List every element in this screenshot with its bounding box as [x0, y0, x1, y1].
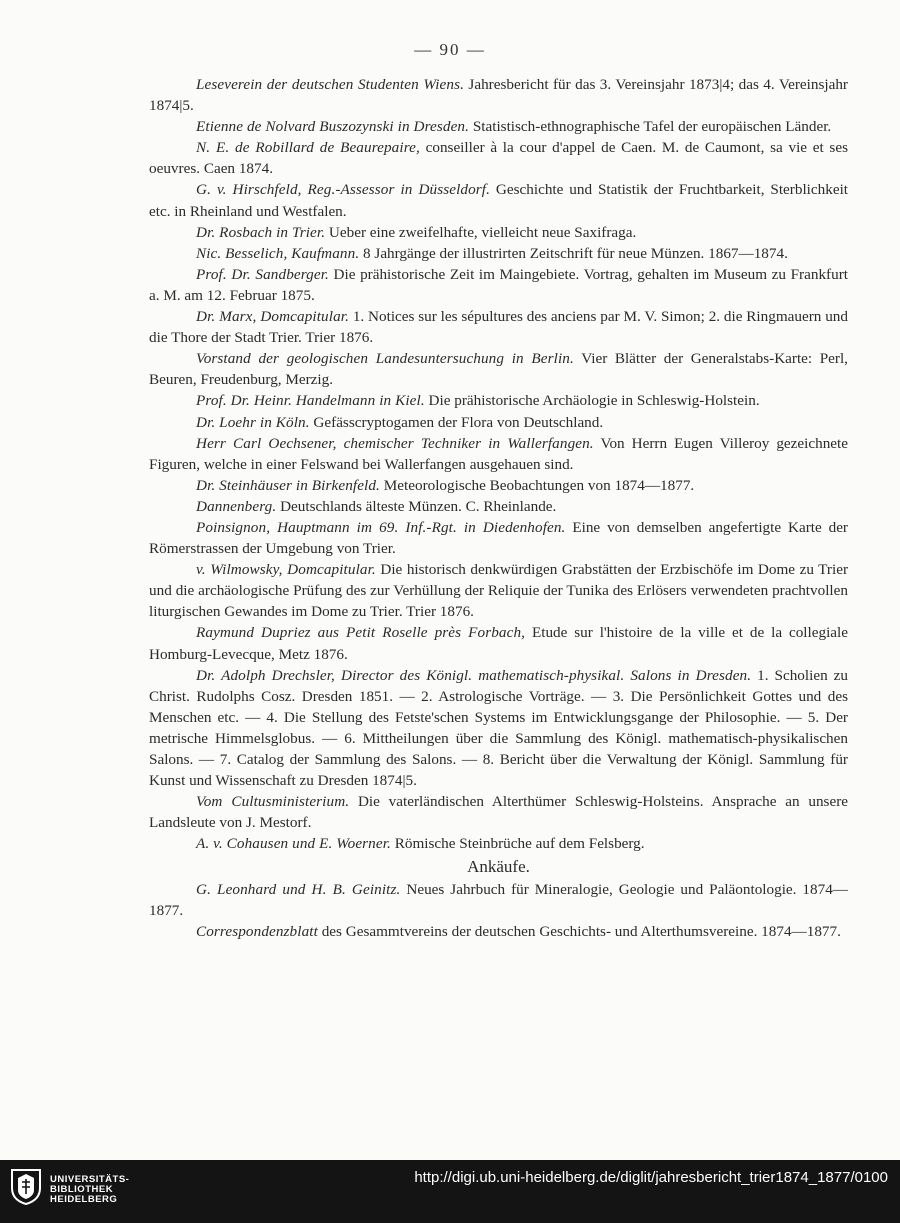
entry-text: Die historisch denkwürdigen Grabstätten der Erzbischöfe im Dome zu Trier und die archäologische Prüfung des zur Verhüllung der Reliquie der Tunika des Erlösers verwendeten prachtvollen liturgischen Gewandes im Dome zu Trier. Trier 1876.: [149, 561, 848, 621]
list-item: [149, 412, 848, 433]
list-item: [149, 116, 848, 137]
entry-author: Dannenberg.: [196, 497, 277, 515]
list-item: [149, 433, 848, 475]
entry-author: Prof. Dr. Heinr. Handelmann in Kiel.: [196, 392, 425, 410]
donations-list: [149, 74, 848, 854]
entry-author: Herr Carl Oechsener, chemischer Techniker in Wallerfangen.: [196, 434, 594, 452]
entry-author: Dr. Steinhäuser in Birkenfeld.: [196, 476, 380, 494]
list-item: [149, 791, 848, 833]
section-heading: Ankäufe.: [467, 857, 530, 877]
entry-author: Leseverein der deutschen Studenten Wiens.: [196, 76, 464, 93]
entry-author: N. E. de Robillard de Beaurepaire,: [196, 139, 420, 157]
entry-author: Vorstand der geologischen Landesuntersuchung in Berlin.: [196, 350, 574, 368]
list-item: [149, 622, 848, 664]
entry-text: Ueber eine zweifelhafte, vielleicht neue Saxifraga.: [325, 223, 637, 241]
entry-text: Deutschlands älteste Münzen. C. Rheinlande.: [276, 497, 557, 515]
entry-text: Von Herrn Eugen Villeroy gezeichnete Figuren, welche in einer Felswand bei Wallerfangen ausgehauen sind.: [149, 434, 848, 473]
entry-text: Römische Steinbrüche auf dem Felsberg.: [390, 835, 645, 853]
entry-author: Dr. Marx, Domcapitular.: [196, 308, 349, 326]
entry-author: Raymund Dupriez aus Petit Roselle près Forbach,: [196, 624, 526, 642]
list-item: [149, 921, 848, 942]
logo-line: UNIVERSITÄTS-: [50, 1174, 130, 1185]
entry-text: Gefässcryptogamen der Flora von Deutschland.: [309, 413, 604, 431]
entry-text: des Gesammtvereins der deutschen Geschichts- und Alterthumsvereine. 1874—1877.: [317, 922, 841, 940]
source-url-link[interactable]: http://digi.ub.uni-heidelberg.de/diglit/jahresbericht_trier1874_1877/0100: [414, 1169, 888, 1186]
list-item: [149, 833, 848, 854]
logo-line: HEIDELBERG: [50, 1194, 118, 1205]
entry-author: Dr. Rosbach in Trier.: [196, 223, 326, 241]
footer-bar: [0, 1160, 900, 1223]
entry-text: 8 Jahrgänge der illustrirten Zeitschrift für neue Münzen. 1867—1874.: [359, 244, 788, 262]
list-item: [149, 348, 848, 390]
entry-author: Dr. Loehr in Köln.: [196, 413, 310, 431]
list-item: [149, 879, 848, 921]
list-item: [149, 559, 848, 622]
entry-text: Etude sur l'histoire de la ville et de la collegiale Homburg-Levecque, Metz 1876.: [149, 624, 849, 663]
university-seal-icon: [8, 1166, 44, 1206]
entry-text: Geschichte und Statistik der Fruchtbarkeit, Sterblichkeit etc. in Rheinland und Westfalen.: [149, 181, 849, 220]
purchases-list: [149, 879, 848, 942]
list-item: [149, 74, 848, 116]
library-logo-text: [50, 1175, 129, 1205]
entry-author: Vom Cultusministerium.: [196, 793, 350, 811]
entry-author: Prof. Dr. Sandberger.: [196, 265, 329, 283]
entry-text: Eine von demselben angefertigte Karte der Römerstrassen der Umgebung von Trier.: [149, 518, 848, 558]
entry-author: Poinsignon, Hauptmann im 69. Inf.-Rgt. in Diedenhofen.: [196, 518, 566, 536]
entry-author: Dr. Adolph Drechsler, Director des Königl. mathematisch-physikal. Salons in Dresden.: [196, 666, 752, 684]
list-item: [149, 306, 848, 348]
entry-author: G. v. Hirschfeld, Reg.-Assessor in Düsseldorf.: [196, 181, 491, 199]
entry-author: A. v. Cohausen und E. Woerner.: [196, 835, 391, 853]
entry-text: Die prähistorische Zeit im Maingebiete. Vortrag, gehalten im Museum zu Frankfurt a. M. am 12. Februar 1875.: [149, 265, 848, 304]
list-item: [149, 222, 848, 243]
entry-author: Correspondenzblatt: [196, 922, 318, 940]
logo-line: BIBLIOTHEK: [50, 1184, 114, 1195]
entry-text: Die prähistorische Archäologie in Schleswig-Holstein.: [424, 392, 760, 410]
entry-text: Neues Jahrbuch für Mineralogie, Geologie und Paläontologie. 1874—1877.: [149, 880, 848, 919]
entry-author: Etienne de Nolvard Buszozynski in Dresden.: [196, 118, 470, 136]
entry-text: Statistisch-ethnographische Tafel der europäischen Länder.: [469, 118, 832, 136]
entry-author: Nic. Besselich, Kaufmann.: [196, 244, 360, 262]
entry-text: Jahresbericht für das 3. Vereinsjahr 1873|4; das 4. Vereinsjahr 1874|5.: [149, 76, 848, 115]
entry-author: v. Wilmowsky, Domcapitular.: [196, 561, 376, 579]
list-item: [149, 665, 848, 792]
page-number: — 90 —: [414, 40, 486, 59]
entry-text: Die vaterländischen Alterthümer Schleswig-Holsteins. Ansprache an unsere Landsleute von J. Mestorf.: [149, 793, 848, 832]
entry-text: 1. Scholien zu Christ. Rudolphs Cosz. Dresden 1851. — 2. Astrologische Vorträge. — 3. Die Persönlichkeit Gottes und des Menschen etc. — 4. Die Stellung des Fetste'schen Systems im Entwicklungsgange der Philosophie. — 5. Der metrische Himmelsglobus. — 6. Mittheilungen über die Sammlung des Königl. mathematisch-physikalischen Salons. — 7. Catalog der Sammlung des Salons. — 8. Bericht über die Verwaltung der Königl. Sammlung für Kunst und Wissenschaft zu Dresden 1874|5.: [149, 666, 848, 790]
list-item: [149, 137, 848, 179]
list-item: [149, 475, 848, 496]
list-item: [149, 390, 848, 411]
list-item: [149, 179, 848, 221]
list-item: [149, 517, 848, 559]
entry-text: Meteorologische Beobachtungen von 1874—1877.: [379, 476, 695, 494]
page-content: [149, 74, 848, 942]
entry-text: Vier Blätter der Generalstabs-Karte: Perl, Beuren, Freudenburg, Merzig.: [149, 350, 848, 389]
list-item: [149, 496, 848, 517]
list-item: [149, 243, 848, 264]
entry-text: conseiller à la cour d'appel de Caen. M. de Caumont, sa vie et ses oeuvres. Caen 1874.: [149, 139, 848, 178]
entry-author: G. Leonhard und H. B. Geinitz.: [196, 880, 401, 898]
entry-text: 1. Notices sur les sépultures des anciens par M. V. Simon; 2. die Ringmauern und die Thore der Stadt Trier. Trier 1876.: [149, 308, 848, 347]
list-item: [149, 264, 848, 306]
